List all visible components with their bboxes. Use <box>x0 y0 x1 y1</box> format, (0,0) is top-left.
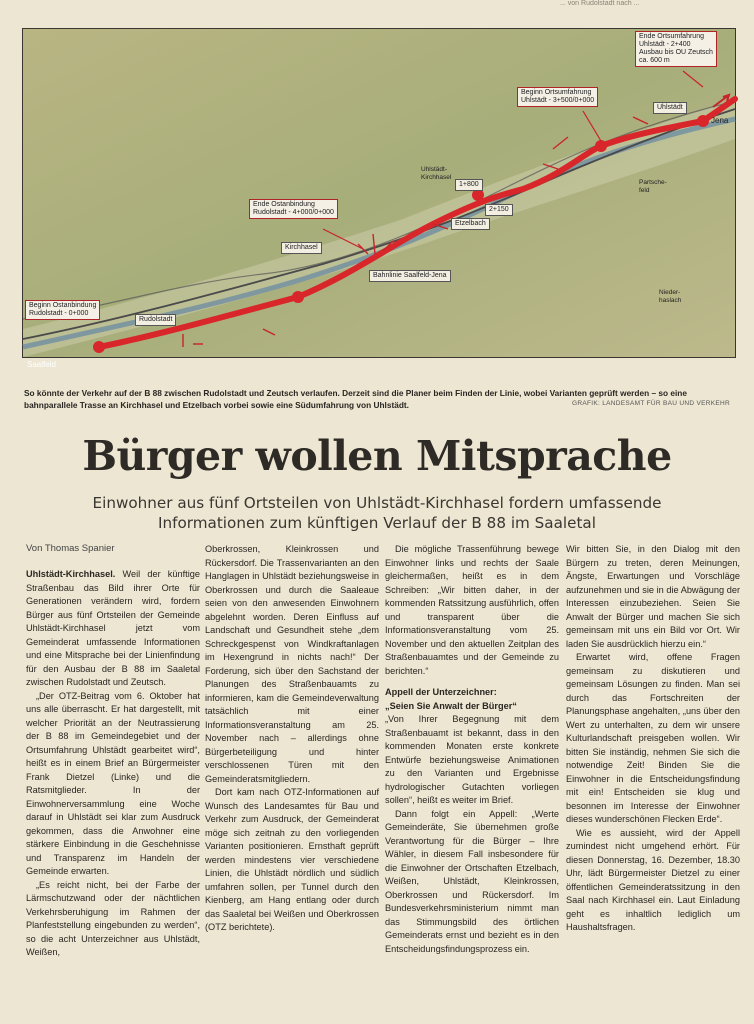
label-jena: Jena <box>711 116 729 125</box>
subheading: Appell der Unterzeichner: <box>385 687 497 697</box>
map-caption: So könnte der Verkehr auf der B 88 zwischen Rudolstadt und Zeutsch verlaufen. Derzeit sind die Planer beim Finden der Linie, wobei Varianten geprüft werden – so eine bahnparallele Trasse an Kirchhasel und Etzelbach vorbei sowie eine Südumfahrung von Uhlstädt. <box>24 388 687 410</box>
paragraph: Dann folgt ein Appell: „Werte Gemeinderäte, Sie übernehmen große Verantwortung für die Bürger – Ihre Wähler, in diesem Fall insbesondere für die Einwohner der Ortschaften Etzelbach, Weißen, Uhlstädt, Kleinkrossen, Oberkrossen und Rückersdorf. Im Bundesverkehrsministerium nimmt man das Stimmungsbild des örtlichen Gemeinderats ernst und bezieht es in den Entscheidungsfindungsprozess ein. <box>385 808 559 954</box>
paragraph: Wie es aussieht, wird der Appell zumindest nicht umgehend erhört. Für diesen Donnerstag, 16. Dezember, 18.30 Uhr, lädt Bürgermeister Dietzel zu einer öffentlichen Gemeinderatssitzung in den Saal nach Kirchhasel ein. Laut Einladung geht es inhaltlich lediglich um Haushaltsfragen. <box>566 827 740 932</box>
label-ende-ortsumfahrung: Ende Ortsumfahrung Uhlstädt - 2+400 Ausbau bis OU Zeutsch ca. 600 m <box>635 31 717 67</box>
article-column-4 <box>566 543 740 935</box>
label-rudolstadt: Rudolstadt <box>135 314 176 326</box>
label-km-2150: 2+150 <box>485 204 513 216</box>
node-kirchhasel <box>292 291 304 303</box>
node-uhlstaedt <box>595 140 607 152</box>
label-niederhaslach: Nieder- haslach <box>659 289 682 304</box>
label-ende-ostanbindung: Ende Ostanbindung Rudolstadt - 4+000/0+000 <box>249 199 338 219</box>
dateline: Uhlstädt-Kirchhasel. <box>26 569 116 579</box>
label-uhlstaedt-kirchhasel: Uhlstädt- Kirchhasel <box>421 166 452 181</box>
article-column-1 <box>26 568 200 960</box>
node-zeutsch <box>697 115 709 127</box>
node-saalfeld <box>93 341 105 353</box>
label-saalfeld: Saalfeld <box>27 360 56 369</box>
paragraph: Wir bitten Sie, in den Dialog mit den Bürgern zu treten, deren Meinungen, Ängste, Erwartungen und Vorschläge aufzunehmen und sie in die Abwägung der Interessen einzubeziehen. Seien Sie Anwalt der Bürger und machen Sie sich gemeinsam mit uns ein Bild vor Ort. Wir laden Sie ausdrücklich hierzu ein.“ <box>566 544 740 649</box>
label-etzelbach: Etzelbach <box>451 218 490 230</box>
label-beginn-ortsumfahrung: Beginn Ortsumfahrung Uhlstädt - 3+500/0+000 <box>517 87 598 107</box>
paragraph: „Von Ihrer Begegnung mit dem Straßenbauamt ist bekannt, dass in den kommenden Monaten erste konkrete Entwürfe beziehungsweise Animationen zu den Varianten und Ergebnisse hydrologischer Gutachten vorliegen sollen“, heißt es weiter im Brief. <box>385 714 559 805</box>
paragraph: Erwartet wird, offene Fragen gemeinsam zu diskutieren und gemeinsam Lösungen zu finden. Man sei durch das Fortschreiten der Planungsphase angehalten, „uns über den Wert zu unterhalten, zu dem wir unsere Kulturlandschaft preisgeben wollen. Wir bitten Sie inständig, nehmen Sie sich die notwendige Zeit! Binden Sie die Einwohner in die Entscheidungsfindung mit ein! Entscheiden sie klug und besonnen im Interesse der Einwohner dieses wunderschönen Flecken Erde“. <box>566 652 740 824</box>
paragraph: Weil der künftige Straßenbau das Bild ihrer Orte für Generationen verändern wird, fordern Bürger aus fünf Ortsteilen der Gemeinde Uhlstädt-Kirchhasel jetzt vom Gemeinderat umfassende Informationen und eine Mitsprache bei der Linienfindung für den Ausbau der B 88 im Saaletal zwischen Rudolstadt und Zeutsch. <box>26 569 200 687</box>
paragraph: Oberkrossen, Kleinkrossen und Rückersdorf. Die Trassenvarianten an den Hanglagen in Uhlstädt beziehungsweise in Oberkrossen und durch die Saaleaue seien von den anwesenden Einwohnern abgelehnt worden. Deren Einfluss auf Landschaft und Gesundheit stehe „dem Schreckgespenst von Windkraftanlagen im Hexengrund in nichts nach!“ Der Forderung, sich über den Sachstand der Planungen des Straßenbauamts zu informieren, kam die Gemeindeverwaltung tatsächlich mit einer Informationsveranstaltung am 25. November nach – allerdings ohne Bürgerbeteiligung und hinter verschlossenen Türen mit den Gemeinderatsmitgliedern. <box>205 544 379 784</box>
paragraph: „Der OTZ-Beitrag vom 6. Oktober hat uns alle überrascht. Er hat dargestellt, mit welcher Priorität an der Neutrassierung der B 88 im Gemeindegebiet und der Ortsumfahrung Uhlstädt gearbeitet wird“, heißt es in einem Brief an Bürgermeister Frank Dietzel (Linke) und die Ratsmitglieder. In der Einwohnerversammlung eine Woche darauf in Uhlstädt sei klar zum Ausdruck gekommen, dass die Anwohner eine stärkere Einbindung in die Geschehnisse und Transparenz im Handeln der Gemeinde erwarten. <box>26 690 200 876</box>
subheadline: Einwohner aus fünf Ortsteilen von Uhlstädt-Kirchhasel fordern umfassende Informationen zum künftigen Verlauf der B 88 im Saaletal <box>92 494 662 532</box>
paragraph: „Es reicht nicht, bei der Farbe der Lärmschutzwand oder der nächtlichen Verkehrsberuhigung im Rahmen der Planfeststellung eingebunden zu werden“, so die acht Unterzeichner aus Uhlstädt, Weißen, <box>26 879 200 957</box>
paragraph: Die mögliche Trassenführung bewege Einwohner links und rechts der Saale gleichermaßen, heißt es in dem Schreiben: „Wir bitten daher, in der kommenden Ratssitzung ausführlich, offen und transparent über die Informationsveranstaltung vom 25. November und den aktuellen Zeitplan des Straßenbauamtes und der Gemeinde zu berichten.“ <box>385 544 559 676</box>
top-scrap-text: ... von Rudolstadt nach ... <box>560 0 640 7</box>
route-map <box>22 28 736 369</box>
graphic-credit: GRAFIK: LANDESAMT FÜR BAU UND VERKEHR <box>572 400 730 407</box>
label-beginn-ostanbindung: Beginn Ostanbindung Rudolstadt - 0+000 <box>25 300 100 320</box>
label-bahnlinie: Bahnlinie Saalfeld-Jena <box>369 270 451 282</box>
byline: Von Thomas Spanier <box>26 543 115 554</box>
label-partschefeld: Partsche- feld <box>639 179 667 194</box>
label-uhlstaedt: Uhlstädt <box>653 102 687 114</box>
label-kirchhasel: Kirchhasel <box>281 242 322 254</box>
headline: Bürger wollen Mitsprache <box>82 432 672 480</box>
paragraph: Dort kam nach OTZ-Informationen auf Wunsch des Landesamtes für Bau und Verkehr zum Ausdruck, der Gemeinderat möge sich zeitnah zu den vorliegenden Varianten positionieren. Ernsthaft geprüft werden mindestens vier verschiedene Linien, die Uhlstädt nördlich und südlich umfahren sollen, per Tunnel durch den Kienberg, am Hang entlang oder durch das Saaletal bei Weißen und Oberkrossen (OTZ berichtete). <box>205 787 379 932</box>
article-column-3 <box>385 543 559 956</box>
subheading: „Seien Sie Anwalt der Bürger“ <box>385 700 517 711</box>
label-km-1800: 1+800 <box>455 179 483 191</box>
map-graphic <box>23 29 735 357</box>
article-column-2 <box>205 543 379 935</box>
